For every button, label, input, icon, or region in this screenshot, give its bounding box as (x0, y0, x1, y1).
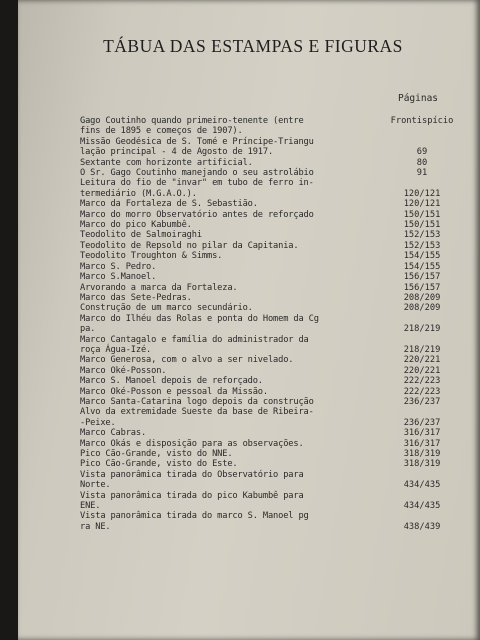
page-number: 120/121 (403, 188, 441, 199)
figure-caption: Marco Oké-Posson e pessoal da Missão. (80, 386, 268, 397)
figure-caption: O Sr. Gago Coutinho manejando o seu astrolábio (80, 168, 314, 179)
page-number: 220/221 (403, 355, 441, 366)
page-number: 154/155 (403, 251, 441, 262)
list-item (80, 241, 460, 251)
list-item (80, 314, 460, 335)
page-number: 222/223 (403, 376, 441, 387)
page-number: 91 (416, 168, 428, 179)
page-number: 150/151 (403, 209, 441, 220)
figure-caption: Vista panorâmica tirada do marco S. Manoel pg ra NE. (80, 511, 309, 532)
list-item (80, 387, 460, 397)
figure-caption: Vista panorâmica tirada do Observatório para Norte. (80, 469, 304, 491)
figure-caption: Sextante com horizonte artificial. (80, 157, 253, 168)
list-item (80, 449, 460, 459)
page-title: TÁBUA DAS ESTAMPAS E FIGURAS (103, 36, 403, 56)
list-item (80, 168, 460, 178)
figure-caption: Pico Cão-Grande, visto do Este. (80, 459, 238, 470)
page-number: 152/153 (403, 240, 441, 251)
page-number: 150/151 (403, 220, 441, 231)
list-item (80, 491, 460, 512)
list-item (80, 470, 460, 491)
pages-column-header: Páginas (397, 93, 439, 104)
page-number: Frontispício (390, 116, 454, 126)
figure-caption: Vista panorâmica tirada do pico Kabumbê para ENE. (80, 490, 304, 512)
list-item (80, 158, 460, 168)
list-item (80, 262, 460, 272)
list-item (80, 178, 460, 199)
page-number: 218/219 (403, 344, 441, 355)
page-number: 316/317 (403, 428, 441, 439)
figure-caption: Marco do pico Kabumbê. (80, 220, 192, 231)
list-item (80, 137, 460, 158)
list-item (80, 210, 460, 220)
figure-caption: Pico Cão-Grande, visto do NNE. (80, 449, 233, 459)
figure-caption: Marco S. Pedro. (80, 261, 157, 272)
page-number: 438/439 (403, 521, 441, 532)
list-item (80, 116, 460, 137)
book-page (18, 0, 480, 640)
page-number: 156/157 (403, 272, 441, 283)
list-item (80, 230, 460, 240)
list-item (80, 251, 460, 261)
page-number: 236/237 (403, 396, 441, 407)
figure-caption: Marco Oké-Posson. (80, 365, 167, 376)
page-number: 208/209 (403, 303, 441, 314)
page-number: 220/221 (403, 365, 441, 376)
figure-caption: Arvorando a marca da Fortaleza. (80, 282, 238, 293)
page-number: 236/237 (403, 417, 441, 428)
page-number: 316/317 (403, 438, 441, 449)
list-item (80, 272, 460, 282)
page-number: 69 (416, 147, 428, 158)
figure-caption: Construção de um marco secundário. (80, 303, 253, 314)
list-item (80, 376, 460, 386)
list-item (80, 220, 460, 230)
figure-caption: Marco do morro Observatório antes de reforçado (80, 209, 314, 220)
page-number: 434/435 (403, 501, 441, 512)
list-item (80, 283, 460, 293)
figure-caption: Marco das Sete-Pedras. (80, 292, 192, 303)
page-number: 318/319 (403, 449, 441, 459)
list-item (80, 511, 460, 532)
page-number: 156/157 (403, 282, 441, 293)
list-item (80, 407, 460, 428)
figure-caption: Leitura do fio de "invar" em tubo de ferro in- termediário (M.G.A.O.). (80, 178, 314, 199)
figure-caption: Marco Santa-Catarina logo depois da construção (80, 396, 314, 407)
figure-caption: Marco do Ilhéu das Rolas e ponta do Homem da Cg pa. (80, 313, 319, 335)
page-number: 80 (416, 157, 428, 168)
list-item (80, 293, 460, 303)
figures-list (80, 116, 460, 532)
figure-caption: Teodolito de Repsold no pilar da Capitania. (80, 240, 299, 251)
list-item (80, 199, 460, 209)
figure-caption: Teodolito Troughton & Simms. (80, 251, 223, 262)
figure-caption: Marco Okás e disposição para as observações. (80, 438, 304, 449)
list-item (80, 397, 460, 407)
figure-caption: Marco Generosa, com o alvo a ser nivelado. (80, 355, 294, 366)
list-item (80, 439, 460, 449)
page-number: 152/153 (403, 230, 441, 241)
page-number: 218/219 (403, 324, 441, 335)
figure-caption: Marco Cantagalo e família do administrador da roça Água-Izé. (80, 334, 309, 355)
figure-caption: Alvo da extremidade Sueste da base de Ribeira- -Peixe. (80, 407, 314, 428)
figure-caption: Missão Geodésica de S. Tomé e Príncipe-Triangu lação principal - 4 de Agosto de 1917. (80, 136, 314, 158)
page-number: 154/155 (403, 261, 441, 272)
figure-caption: Marco S.Manoel. (80, 272, 157, 283)
page-number: 208/209 (403, 292, 441, 303)
page-number: 120/121 (403, 199, 441, 210)
figure-caption: Marco da Fortaleza de S. Sebastião. (80, 199, 258, 210)
figure-caption: Marco Cabras. (80, 428, 147, 439)
list-item (80, 335, 460, 356)
list-item (80, 355, 460, 365)
figure-caption: Marco S. Manoel depois de reforçado. (80, 376, 263, 387)
list-item (80, 428, 460, 438)
list-item (80, 459, 460, 469)
list-item (80, 366, 460, 376)
figure-caption: Gago Coutinho quando primeiro-tenente (entre fins de 1895 e começos de 1907). (80, 116, 304, 137)
page-number: 222/223 (403, 386, 441, 397)
list-item (80, 303, 460, 313)
page-number: 318/319 (403, 459, 441, 470)
page-number: 434/435 (403, 480, 441, 491)
figure-caption: Teodolito de Salmoiraghi (80, 230, 202, 241)
